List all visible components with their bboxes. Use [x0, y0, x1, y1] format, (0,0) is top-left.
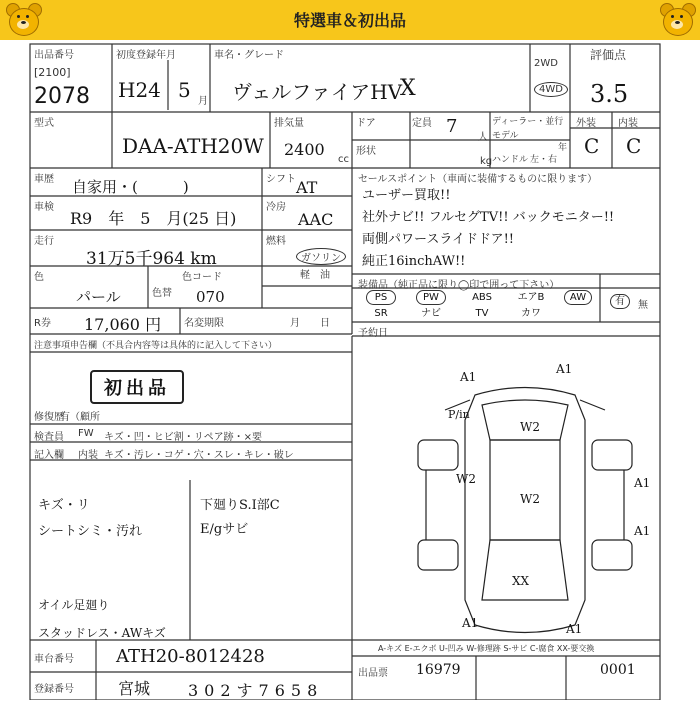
color-change-label: 色替	[152, 288, 172, 299]
equip-tv: TV	[475, 308, 489, 319]
color-code: 070	[196, 288, 225, 306]
damage-mark: A1	[556, 362, 573, 376]
record-label: 出品票	[358, 668, 388, 679]
ac-value: AAC	[298, 210, 334, 229]
handle-label: ハンドル	[492, 155, 529, 165]
lot-number-label: 出品番号	[34, 50, 74, 61]
sales-point: 両側パワースライドドア!!	[362, 232, 515, 247]
inspector-label: 検査員	[34, 432, 64, 443]
damage-mark: A1	[634, 524, 651, 538]
use-value: 自家用・( )	[72, 178, 189, 196]
equipment-label: 装備品（純正品に限り◯印で囲って下さい）	[358, 280, 560, 291]
exterior-grade: C	[584, 134, 600, 158]
equip-pw: PW	[416, 290, 446, 305]
damage-mark: A1	[634, 476, 651, 490]
model-year-unit: 年	[558, 143, 568, 153]
model-grade-label: 車名・グレード	[214, 50, 284, 61]
name-change-value: 月 日	[290, 318, 330, 329]
entry-label: 記入欄	[34, 450, 64, 461]
equip-no: 無	[638, 300, 648, 311]
sales-point: 社外ナビ!! フルセグTV!! バックモニター!!	[362, 210, 615, 225]
door-label: ドア	[356, 118, 376, 129]
handle-value: 左・右	[530, 155, 558, 165]
month-unit: 月	[198, 96, 208, 107]
registration-year: H24	[118, 78, 161, 102]
inspector-row1: キズ・凹・ヒビ割・リペア跡・×要	[104, 432, 262, 443]
plate-digits: 302す7658	[188, 681, 324, 700]
handwritten-note: E/gサビ	[200, 522, 249, 537]
equip-navi: ナビ	[421, 308, 441, 319]
interior-label: 内装	[618, 118, 638, 129]
damage-mark: W2	[456, 472, 476, 486]
interior-row-label: 内装	[78, 450, 98, 461]
first-registration-label: 初度登録年月	[116, 50, 176, 61]
inspection-label: 車検	[34, 202, 54, 213]
equip-ps: PS	[366, 290, 396, 305]
sales-point: ユーザー買取!!	[362, 188, 451, 203]
shift-label: シフト	[266, 174, 296, 185]
color-code-label: 色コード	[182, 272, 222, 283]
ac-label: 冷房	[266, 202, 286, 213]
handwritten-note: オイル足廻り	[38, 598, 110, 612]
equip-abs: ABS	[472, 292, 492, 303]
banner-title: 特選車＆初出品	[293, 11, 406, 30]
handwritten-note: シートシミ・汚れ	[38, 524, 143, 539]
type-label: 型式	[34, 118, 54, 129]
shape-label: 形状	[356, 146, 376, 157]
reserve-label: 予約日	[358, 328, 388, 339]
registration-month: 5	[178, 78, 191, 102]
interior-row: キズ・汚レ・コゲ・穴・スレ・キレ・破レ	[104, 450, 294, 461]
record-number-2: 0001	[600, 662, 636, 678]
drive-2wd: 2WD	[534, 58, 558, 69]
fuel-value: ガソリン	[296, 248, 346, 265]
shift-value: AT	[296, 178, 318, 197]
damage-mark: A1	[566, 622, 583, 636]
chassis-label: 車台番号	[34, 654, 74, 665]
capacity-label: 定員	[412, 118, 432, 129]
score-label: 評価点	[590, 48, 627, 62]
repair-label: 修復歴	[34, 412, 64, 423]
fuel-alt: 軽 油	[300, 270, 330, 281]
inspector-fw: FW	[78, 428, 94, 439]
model-name: ヴェルファイアHV	[232, 80, 403, 104]
capacity: 7	[446, 116, 458, 137]
damage-mark: XX	[512, 574, 530, 588]
model-year-label: モデル	[492, 131, 519, 141]
equip-sr: SR	[374, 308, 388, 319]
capacity-unit: 人	[478, 132, 488, 143]
recycle-value: 17,060 円	[84, 315, 162, 334]
exterior-label: 外装	[576, 118, 596, 129]
vehicle-type: DAA-ATH20W	[122, 134, 264, 158]
plate-area: 宮城	[118, 679, 151, 698]
equip-aw: AW	[564, 290, 592, 305]
displacement-label: 排気量	[274, 118, 304, 129]
repair-history: 有（顧所	[60, 412, 100, 423]
mileage-value: 31万5千964 km	[86, 249, 217, 269]
damage-mark: W2	[520, 492, 540, 506]
handwritten-note: 下廻りS.I部C	[200, 498, 280, 513]
fuel-label: 燃料	[266, 236, 286, 247]
equip-leather: カワ	[521, 308, 541, 319]
color-value: パール	[76, 288, 121, 306]
grade: X	[400, 76, 416, 101]
warning-label: 注意事項申告欄（不具合内容等は具体的に記入して下さい）	[34, 341, 278, 351]
name-change-label: 名変期限	[184, 318, 224, 329]
sales-point: 純正16inchAW!!	[362, 254, 466, 269]
handwritten-note: スタッドレス・AWキズ	[38, 626, 166, 640]
color-label: 色	[34, 272, 44, 283]
score: 3.5	[590, 80, 629, 108]
first-listing-stamp: 初出品	[90, 370, 184, 404]
diagram-legend: A-キズ E-エクボ U-凹み W-修理跡 S-サビ C-腐食 XX-要交換	[378, 644, 595, 653]
use-label: 車歴	[34, 174, 54, 185]
plate-label: 登録番号	[34, 684, 74, 695]
mileage-label: 走行	[34, 236, 54, 247]
lot-prefix: [2100]	[34, 66, 71, 79]
lot-number: 2078	[34, 84, 90, 109]
handwritten-note: キズ・リ	[38, 498, 90, 513]
chassis-number: ATH20-8012428	[116, 646, 265, 667]
record-number: 16979	[416, 662, 461, 678]
displacement: 2400	[284, 140, 325, 159]
equip-yes: 有	[610, 294, 630, 309]
kg-unit: kg	[480, 156, 493, 167]
displacement-unit: cc	[338, 154, 349, 165]
interior-grade: C	[626, 134, 642, 158]
inspection-value: R9 年 5 月(25 日)	[70, 209, 237, 228]
damage-mark: A1	[460, 370, 477, 384]
drive-4wd: 4WD	[534, 82, 568, 97]
damage-mark: W2	[520, 420, 540, 434]
recycle-label: R券	[34, 318, 51, 329]
damage-mark: P/in	[448, 408, 470, 421]
equip-airbag: エアB	[517, 292, 545, 303]
sales-point-label: セールスポイント（車両に装備するものに限ります）	[358, 174, 598, 185]
dealer-label: ディーラー・並行	[492, 117, 564, 127]
damage-mark: A1	[462, 616, 479, 630]
